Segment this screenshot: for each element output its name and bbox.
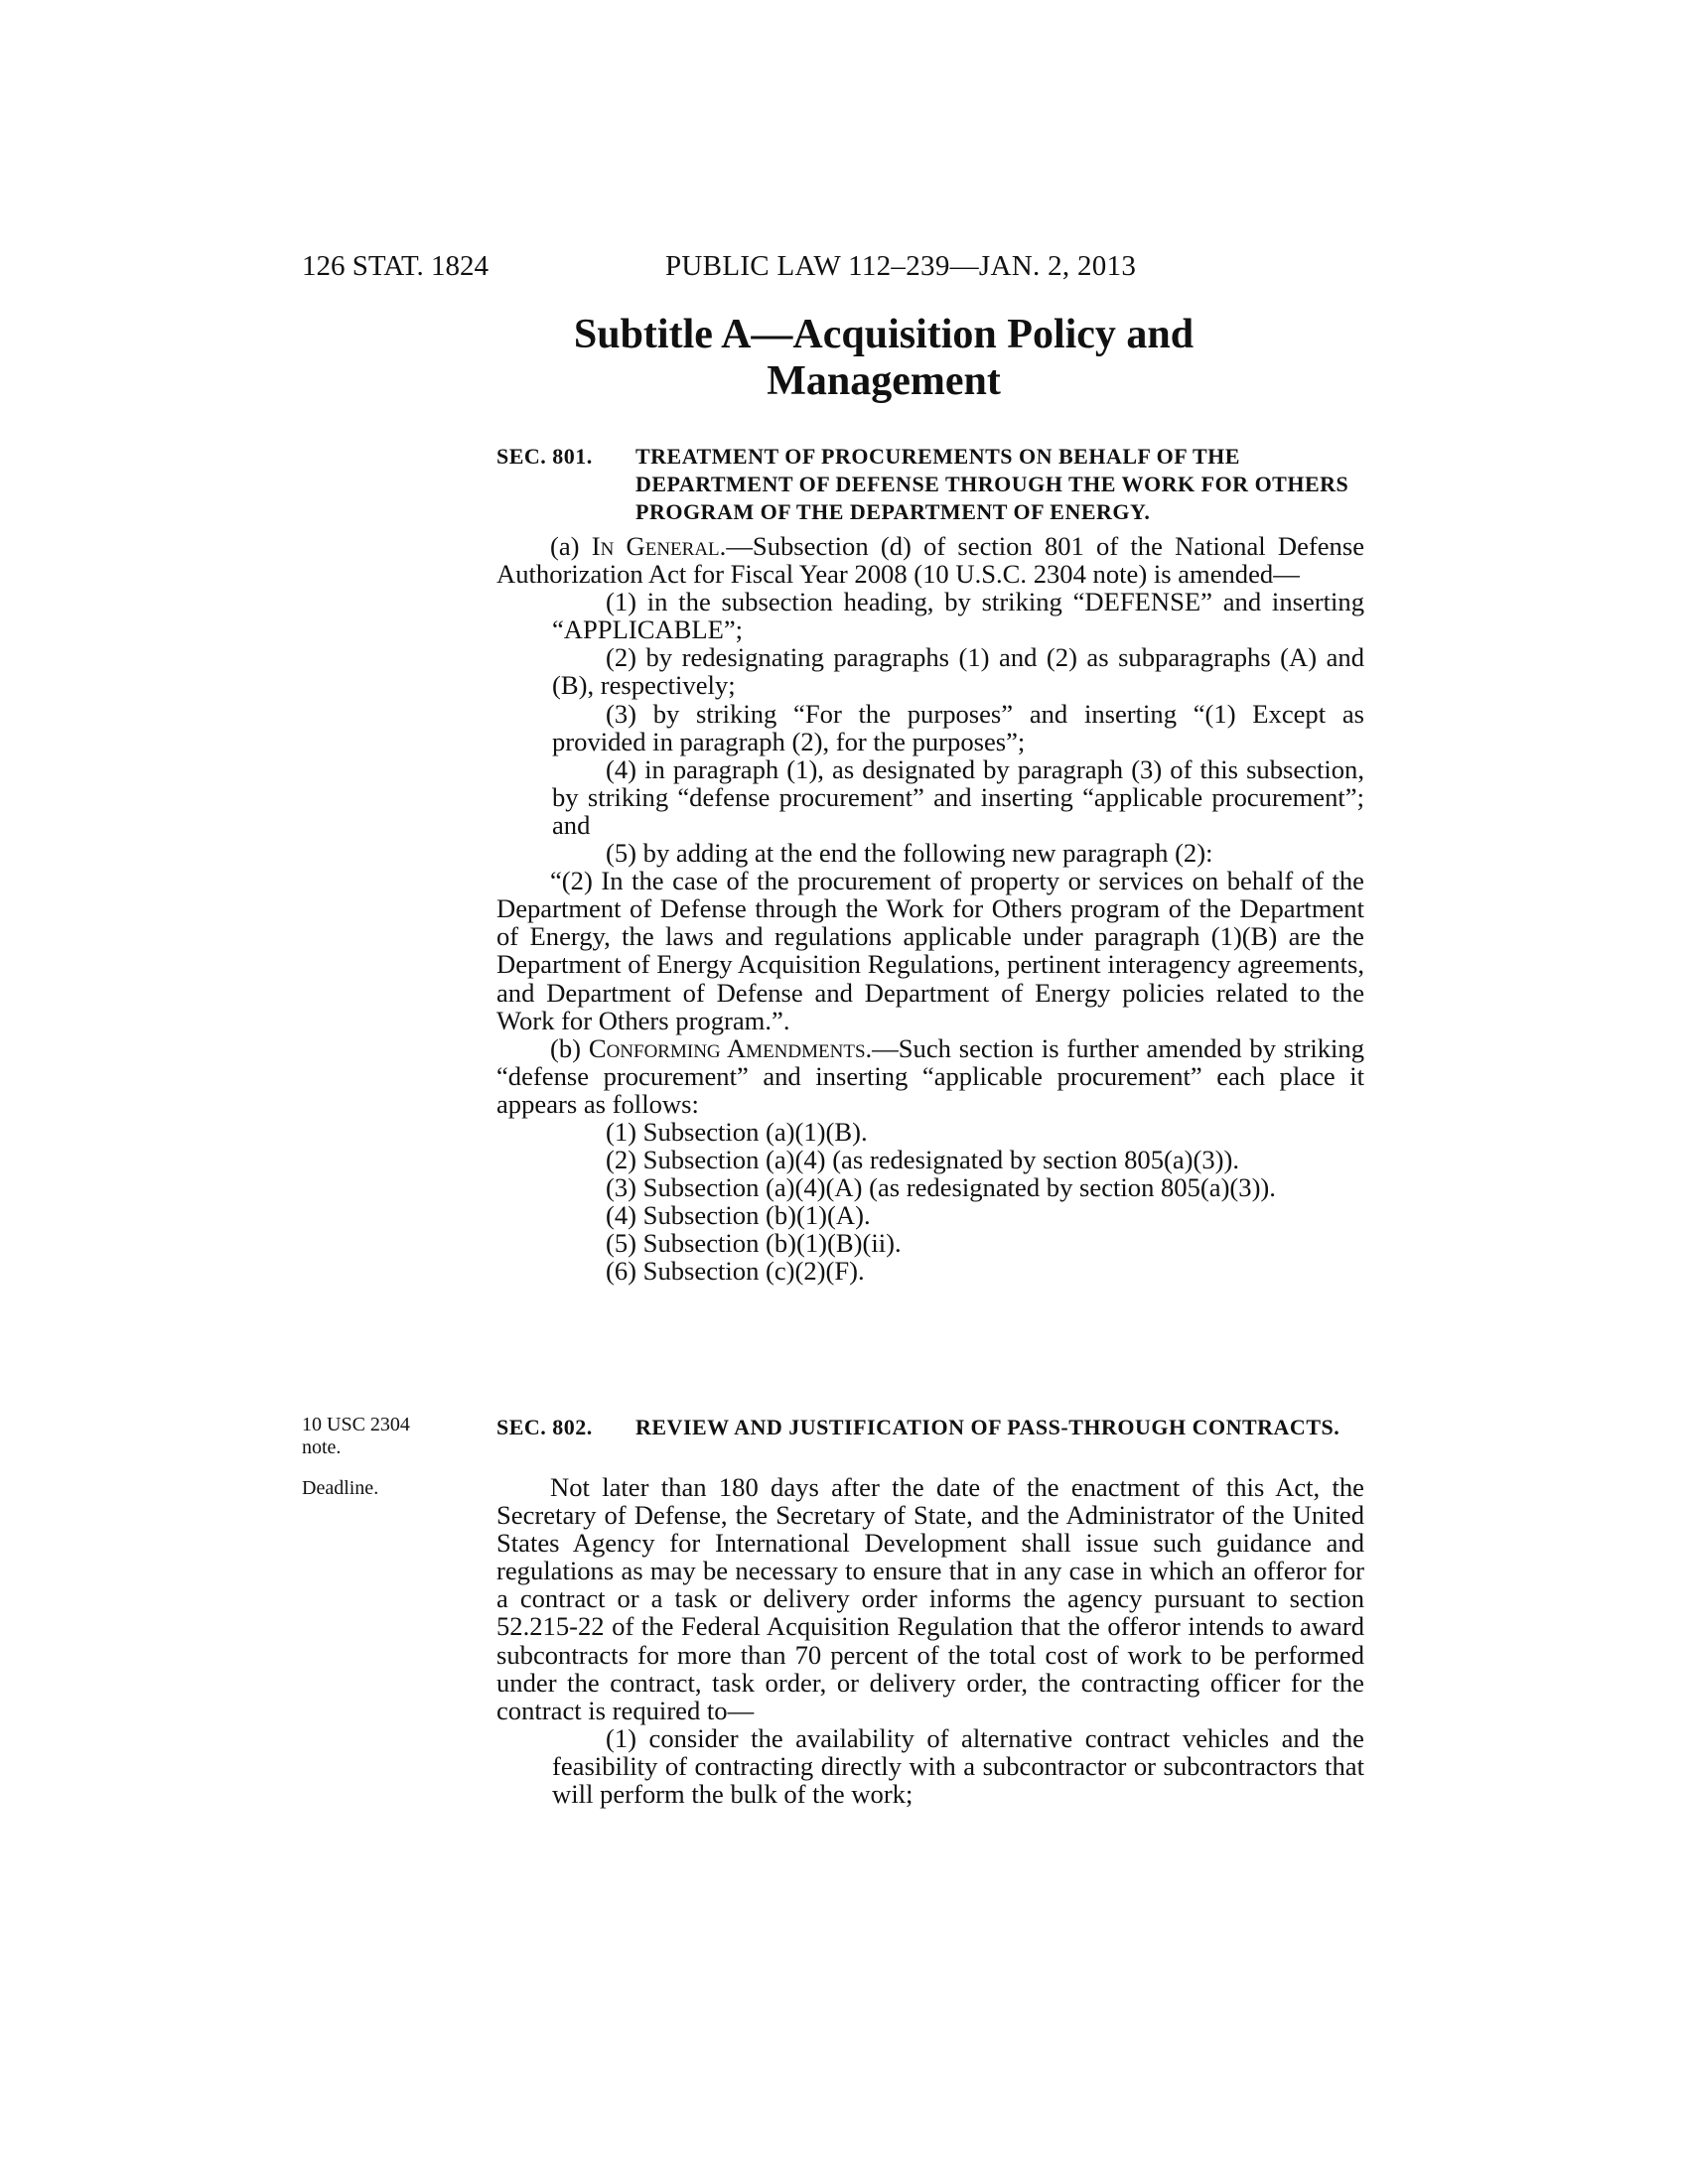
section-802-number: SEC. 802.	[496, 1415, 593, 1439]
amendment-item-1: (1) in the subsection heading, by striking “DEFENSE” and inserting “APPLICABLE”;	[552, 587, 1364, 645]
subsection-b	[496, 1034, 1364, 1118]
margin-note-deadline: Deadline.	[302, 1477, 379, 1499]
conforming-item-2: (2) Subsection (a)(4) (as redesignated by section 805(a)(3)).	[606, 1145, 1240, 1175]
amendment-item-2: (2) by redesignating paragraphs (1) and (2) as subparagraphs (A) and (B), respectively;	[552, 642, 1364, 701]
section-802-title: REVIEW AND JUSTIFICATION OF PASS-THROUGH CONTRACTS.	[635, 1415, 1340, 1439]
subsection-a-label: (a)	[550, 531, 580, 561]
conforming-item-5: (5) Subsection (b)(1)(B)(ii).	[606, 1228, 902, 1259]
quoted-new-paragraph: “(2) In the case of the procurement of property or services on behalf of the Department of Defense through the Work for Others program of the Department of Energy, the laws and regulations applicable under paragraph (1)(B) are the Department of Energy Acquisition Regulations, pertinent interagency agreements, and Department of Defense and Department of Energy policies related to the Work for Others program.”.	[496, 866, 1364, 1035]
subsection-b-text: .—Such section is further amended by striking “defense procurement” and inserting “applicable procurement” each place it appears as follows:	[496, 1032, 1364, 1119]
section-801-body	[496, 532, 1364, 1286]
conforming-item-6: (6) Subsection (c)(2)(F).	[606, 1256, 865, 1287]
conforming-item-4: (4) Subsection (b)(1)(A).	[606, 1200, 871, 1231]
margin-note-usc: 10 USC 2304 note.	[302, 1414, 410, 1458]
conforming-item-3: (3) Subsection (a)(4)(A) (as redesignated by section 805(a)(3)).	[606, 1172, 1276, 1203]
section-802-body	[496, 1473, 1364, 1808]
page-header	[0, 250, 1688, 290]
subsection-a-text: .—Subsection (d) of section 801 of the National Defense Authorization Act for Fiscal Year 2008 (10 U.S.C. 2304 note) is amended—	[496, 531, 1364, 590]
public-law-citation: PUBLIC LAW 112–239—JAN. 2, 2013	[665, 250, 1137, 282]
amendment-item-4: (4) in paragraph (1), as designated by paragraph (3) of this subsection, by striking “defense procurement” and inserting “applicable procurement”; and	[552, 753, 1364, 840]
section-801-heading	[496, 443, 1364, 526]
section-802-item-1: (1) consider the availability of alternative contract vehicles and the feasibility of contracting directly with a subcontractor or subcontractors that will perform the bulk of the work;	[552, 1722, 1364, 1810]
amendment-item-3: (3) by striking “For the purposes” and inserting “(1) Except as provided in paragraph (2), for the purposes”;	[552, 698, 1364, 756]
section-802-heading	[496, 1414, 1364, 1441]
subtitle-line-1: Subtitle A—Acquisition Policy and	[573, 312, 1195, 357]
section-801-title: TREATMENT OF PROCUREMENTS ON BEHALF OF THE DEPARTMENT OF DEFENSE THROUGH THE WORK FOR OTHERS PROGRAM OF THE DEPARTMENT OF ENERGY.	[635, 444, 1349, 524]
subsection-b-label: (b)	[550, 1032, 582, 1063]
amendment-item-5: (5) by adding at the end the following new paragraph (2):	[606, 838, 1213, 869]
section-801-number: SEC. 801.	[496, 444, 593, 469]
subsection-a-heading: In General	[591, 531, 720, 561]
statute-page-number: 126 STAT. 1824	[302, 250, 490, 282]
subtitle-line-2: Management	[767, 358, 1001, 404]
subsection-b-heading: Conforming Amendments	[588, 1032, 866, 1063]
subtitle-heading	[496, 312, 1271, 405]
subsection-a	[496, 532, 1364, 588]
section-802-paragraph: Not later than 180 days after the date of the enactment of this Act, the Secretary of Defense, the Secretary of State, and the Administrator of the United States Agency for International Development shall issue such guidance and regulations as may be necessary to ensure that in any case in which an offeror for a contract or a task or delivery order informs the agency pursuant to section 52.215-22 of the Federal Acquisition Regulation that the offeror intends to award subcontracts for more than 70 percent of the total cost of work to be performed under the contract, task order, or delivery order, the contracting officer for the contract is required to—	[496, 1472, 1364, 1725]
conforming-item-1: (1) Subsection (a)(1)(B).	[606, 1116, 868, 1147]
